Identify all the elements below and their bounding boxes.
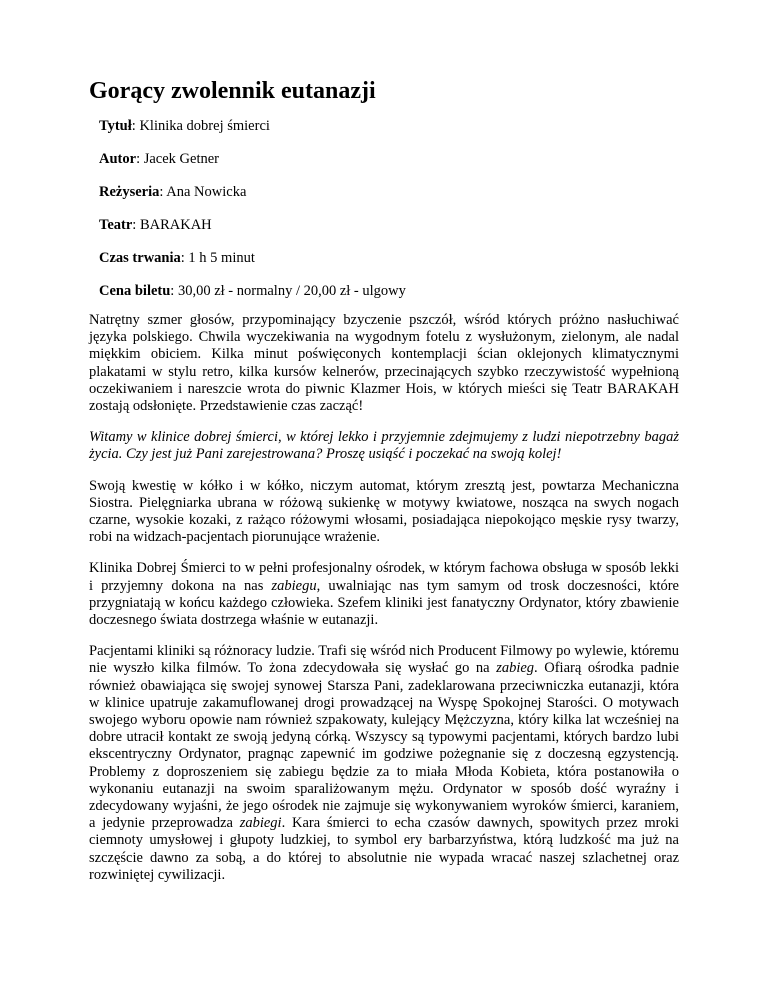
text-run: Klinika Dobrej Śmierci to w pełni profesjonalny ośrodek, w którym fachowa obsługa w sposób lekki i przyjemny dokona na nas xyxy=(89,560,679,594)
text-run: . Kara śmierci to echa czasów dawnych, spowitych przez mroki ciemnoty umysłowej i głupoty ludzkiej, to symbol ery barbarzyństwa, którą ludzkość ma już na szczęście dawno za sobą, a do której to absolutnie nie wypada wracać naszej szlachetnej oraz rozwiniętej cywilizacji. xyxy=(89,815,679,883)
info-value: 30,00 zł - normalny / 20,00 zł - ulgowy xyxy=(177,283,406,299)
info-label: Teatr xyxy=(99,217,133,233)
info-label: Reżyseria xyxy=(99,184,160,200)
info-director-row: Reżyseria: Ana Nowicka xyxy=(99,184,247,200)
paragraph-intro: Natrętny szmer głosów, przypominający bzyczenie pszczół, wśród których próżno nasłuchiwać języka polskiego. Chwila wyczekiwania na wygodnym fotelu z wysłużonym, zielonym, ale nadal miękkim obiciem. Kilka minut poświęconych kontemplacji ścian oklejonych klimatycznymi plakatami w stylu retro, kilka kursów kelnerów, przecinających szybko rzeczywistość wypełnioną oczekiwaniem i nareszcie wrota do piwnic Klazmer Hois, w których mieści się Teatr BARAKAH zostają odsłonięte. Przedstawienie czas zacząć! xyxy=(89,312,679,415)
info-duration-row: Czas trwania: 1 h 5 minut xyxy=(99,250,255,266)
info-value: Klinika dobrej śmierci xyxy=(139,118,270,134)
info-label: Tytuł xyxy=(99,118,132,134)
info-price-row: Cena biletu: 30,00 zł - normalny / 20,00 zł - ulgowy xyxy=(99,283,406,299)
info-author-row: Autor: Jacek Getner xyxy=(99,151,219,167)
text-run: . Ofiarą ośrodka padnie również obawiająca się swojej synowej Starsza Pani, zadeklarowana przeciwniczka eutanazji, która w klinice upatruje zakamuflowanej drogi prowadzącej na Wyspę Spokojnej Starości. O motywach swojego wyboru opowie nam również szpakowaty, kulejący Mężczyzna, który kilka lat wcześniej na dobre utracił kontakt ze swoją jedyną córką. Wszyscy są typowymi pacjentami, których bardzo lubi ekscentryczny Ordynator, pragnąc zapewnić im godziwe pożegnanie się z doczesną egzystencją. Problemy z doproszeniem się zabiegu będzie za to miała Młoda Kobieta, która postanowiła o wykonaniu eutanazji na swoim sparaliżowanym mężu. Ordynator w sposób dość wyraźny i zdecydowany wyjaśni, że jego ośrodek nie zajmuje się wykonywaniem wyroków śmierci, karaniem, a jedynie przeprowadza xyxy=(89,660,679,832)
paragraph-clinic xyxy=(89,560,679,629)
text-run: Pacjentami kliniki są różnoracy ludzie. Trafi się wśród nich Producent Filmowy po wylewie, któremu nie wyszło kilka filmów. To żona zdecydowała się wysłać go na xyxy=(89,643,679,677)
info-value: Jacek Getner xyxy=(143,151,219,167)
info-label: Czas trwania xyxy=(99,250,181,266)
paragraph-nurse: Swoją kwestię w kółko i w kółko, niczym automat, którym zresztą jest, powtarza Mechaniczna Siostra. Pielęgniarka ubrana w różową sukienkę w motywy kwiatowe, nosząca na swych nogach czarne, wysokie kozaki, z rażąco różowymi włosami, posiadająca niepokojąco męskie rysy twarzy, robi na widzach-pacjentach piorunujące wrażenie. xyxy=(89,477,679,546)
info-label: Cena biletu xyxy=(99,283,171,299)
page-title: Gorący zwolennik eutanazji xyxy=(89,78,376,104)
info-theatre-row: Teatr: BARAKAH xyxy=(99,217,212,233)
emphasis-text: zabiegi xyxy=(239,815,282,832)
info-title-row: Tytuł: Klinika dobrej śmierci xyxy=(99,118,270,134)
paragraph-patients xyxy=(89,643,679,884)
paragraph-quote: Witamy w klinice dobrej śmierci, w której lekko i przyjemnie zdejmujemy z ludzi niepotrzebny bagaż życia. Czy jest już Pani zarejestrowana? Proszę usiąść i poczekać na swoją kolej! xyxy=(89,429,679,463)
document-page xyxy=(89,76,679,898)
info-label: Autor xyxy=(99,151,137,167)
info-value: Ana Nowicka xyxy=(166,184,247,200)
play-info-list xyxy=(99,118,679,300)
info-value: 1 h 5 minut xyxy=(188,250,255,266)
text-run: , uwalniając nas tym samym od trosk doczesności, które przygniatają w końcu każdego człowieka. Szefem kliniki jest fanatyczny Ordynator, który zbawienie doczesnego świata dostrzega właśnie w eutanazji. xyxy=(89,577,679,629)
info-value: BARAKAH xyxy=(139,217,212,233)
emphasis-text: zabiegu xyxy=(271,577,317,594)
emphasis-text: zabieg xyxy=(496,660,535,677)
